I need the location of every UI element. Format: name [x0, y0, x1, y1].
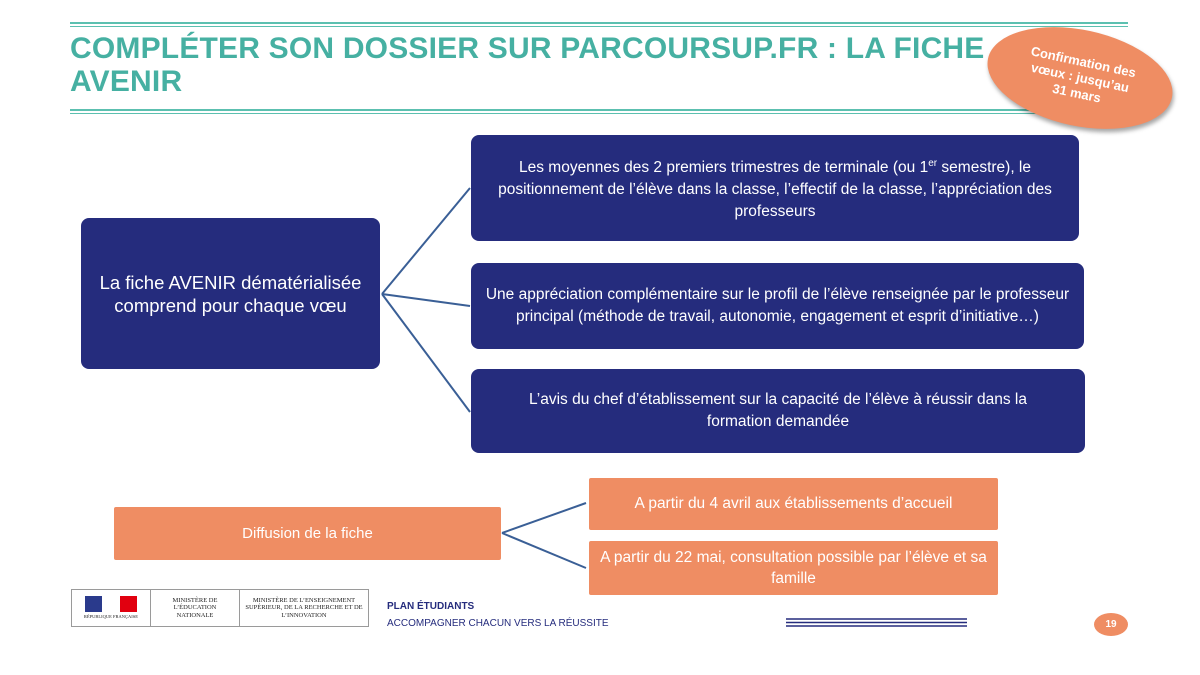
ministry-logos — [71, 589, 369, 627]
ministere-enseignement-text: MINISTÈRE DE L’ENSEIGNEMENT SUPÉRIEUR, DE LA RECHERCHE ET DE L’INNOVATION — [245, 596, 363, 619]
diffusion-item-mai — [589, 541, 998, 595]
connector-line-5 — [502, 533, 586, 568]
republique-francaise-logo — [72, 590, 151, 626]
diffusion-text: Diffusion de la fiche — [242, 525, 373, 542]
diffusion-box — [114, 507, 501, 560]
diffusion-item-mai-text: A partir du 22 mai, consultation possible par l’élève et sa famille — [600, 549, 987, 587]
footer-decor-lines — [786, 618, 967, 627]
ministere-enseignement-logo — [240, 590, 368, 626]
diffusion-item-avril-text: A partir du 4 avril aux établissements d’accueil — [634, 495, 953, 512]
slide-title: COMPLÉTER SON DOSSIER SUR PARCOURSUP.FR : LA FICHE AVENIR — [70, 32, 985, 98]
connector-line-3 — [382, 294, 470, 412]
item-box-avis — [471, 369, 1085, 453]
page-number: 19 — [1105, 619, 1117, 630]
item-text-moyennes — [477, 153, 1073, 223]
deadline-badge-text: Confirmation des vœux : jusqu’au 31 mars — [1029, 43, 1138, 106]
republique-caption: RÉPUBLIQUE FRANÇAISE — [83, 614, 139, 619]
ministere-education-text: MINISTÈRE DE L’ÉDUCATION NATIONALE — [172, 596, 218, 619]
fiche-avenir-text: La fiche AVENIR dématérialisée comprend pour chaque vœu — [99, 271, 362, 316]
page-number-badge — [1094, 613, 1128, 636]
item-box-appreciation — [471, 263, 1084, 349]
connector-line-1 — [382, 188, 470, 294]
item-text-moyennes-sup: er — [928, 157, 938, 169]
connector-line-4 — [502, 503, 586, 533]
plan-etudiants-title: PLAN ÉTUDIANTS — [387, 601, 475, 612]
french-flag-icon — [85, 596, 137, 612]
connector-line-2 — [382, 294, 470, 306]
item-text-avis: L’avis du chef d’établissement sur la capacité de l’élève à réussir dans la formation demandée — [529, 391, 1027, 430]
fiche-avenir-box — [81, 218, 380, 369]
item-box-moyennes — [471, 135, 1079, 241]
item-text-moyennes-part2: semestre), le positionnement de l’élève dans la classe, l’effectif de la classe, l’appréciation des professeurs — [498, 159, 1052, 221]
item-text-moyennes-part1: Les moyennes des 2 premiers trimestres de terminale (ou 1 — [518, 159, 929, 177]
ministere-education-logo — [151, 590, 240, 626]
plan-etudiants-subtitle: ACCOMPAGNER CHACUN VERS LA RÉUSSITE — [387, 618, 609, 629]
diffusion-item-avril — [589, 478, 998, 530]
item-text-appreciation: Une appréciation complémentaire sur le profil de l’élève renseignée par le professeur principal (méthode de travail, autonomie, engagement et esprit d’initiative…) — [485, 286, 1070, 325]
